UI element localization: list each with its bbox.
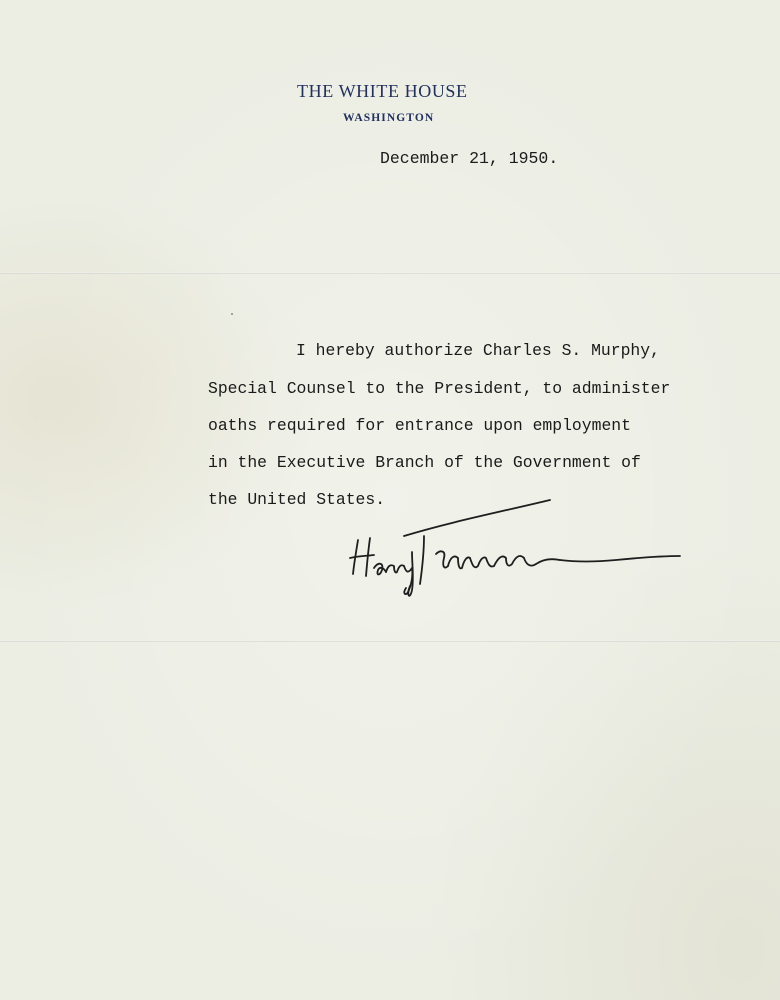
body-line: Special Counsel to the President, to administer [208,379,671,398]
paper-fold-line [0,272,780,274]
body-line: in the Executive Branch of the Government of [208,453,641,472]
letterhead-city: WASHINGTON [343,112,435,124]
body-line: I hereby authorize Charles S. Murphy, [296,341,660,360]
letter-date: December 21, 1950. [380,149,559,168]
handwritten-signature [340,492,690,602]
body-line: oaths required for entrance upon employment [208,416,631,435]
paper-speck [231,313,233,315]
body-line: the United States. [208,490,386,509]
letterhead-title-text: THE WHITE HOUSE [297,81,468,101]
paper-fold-line [0,640,780,642]
